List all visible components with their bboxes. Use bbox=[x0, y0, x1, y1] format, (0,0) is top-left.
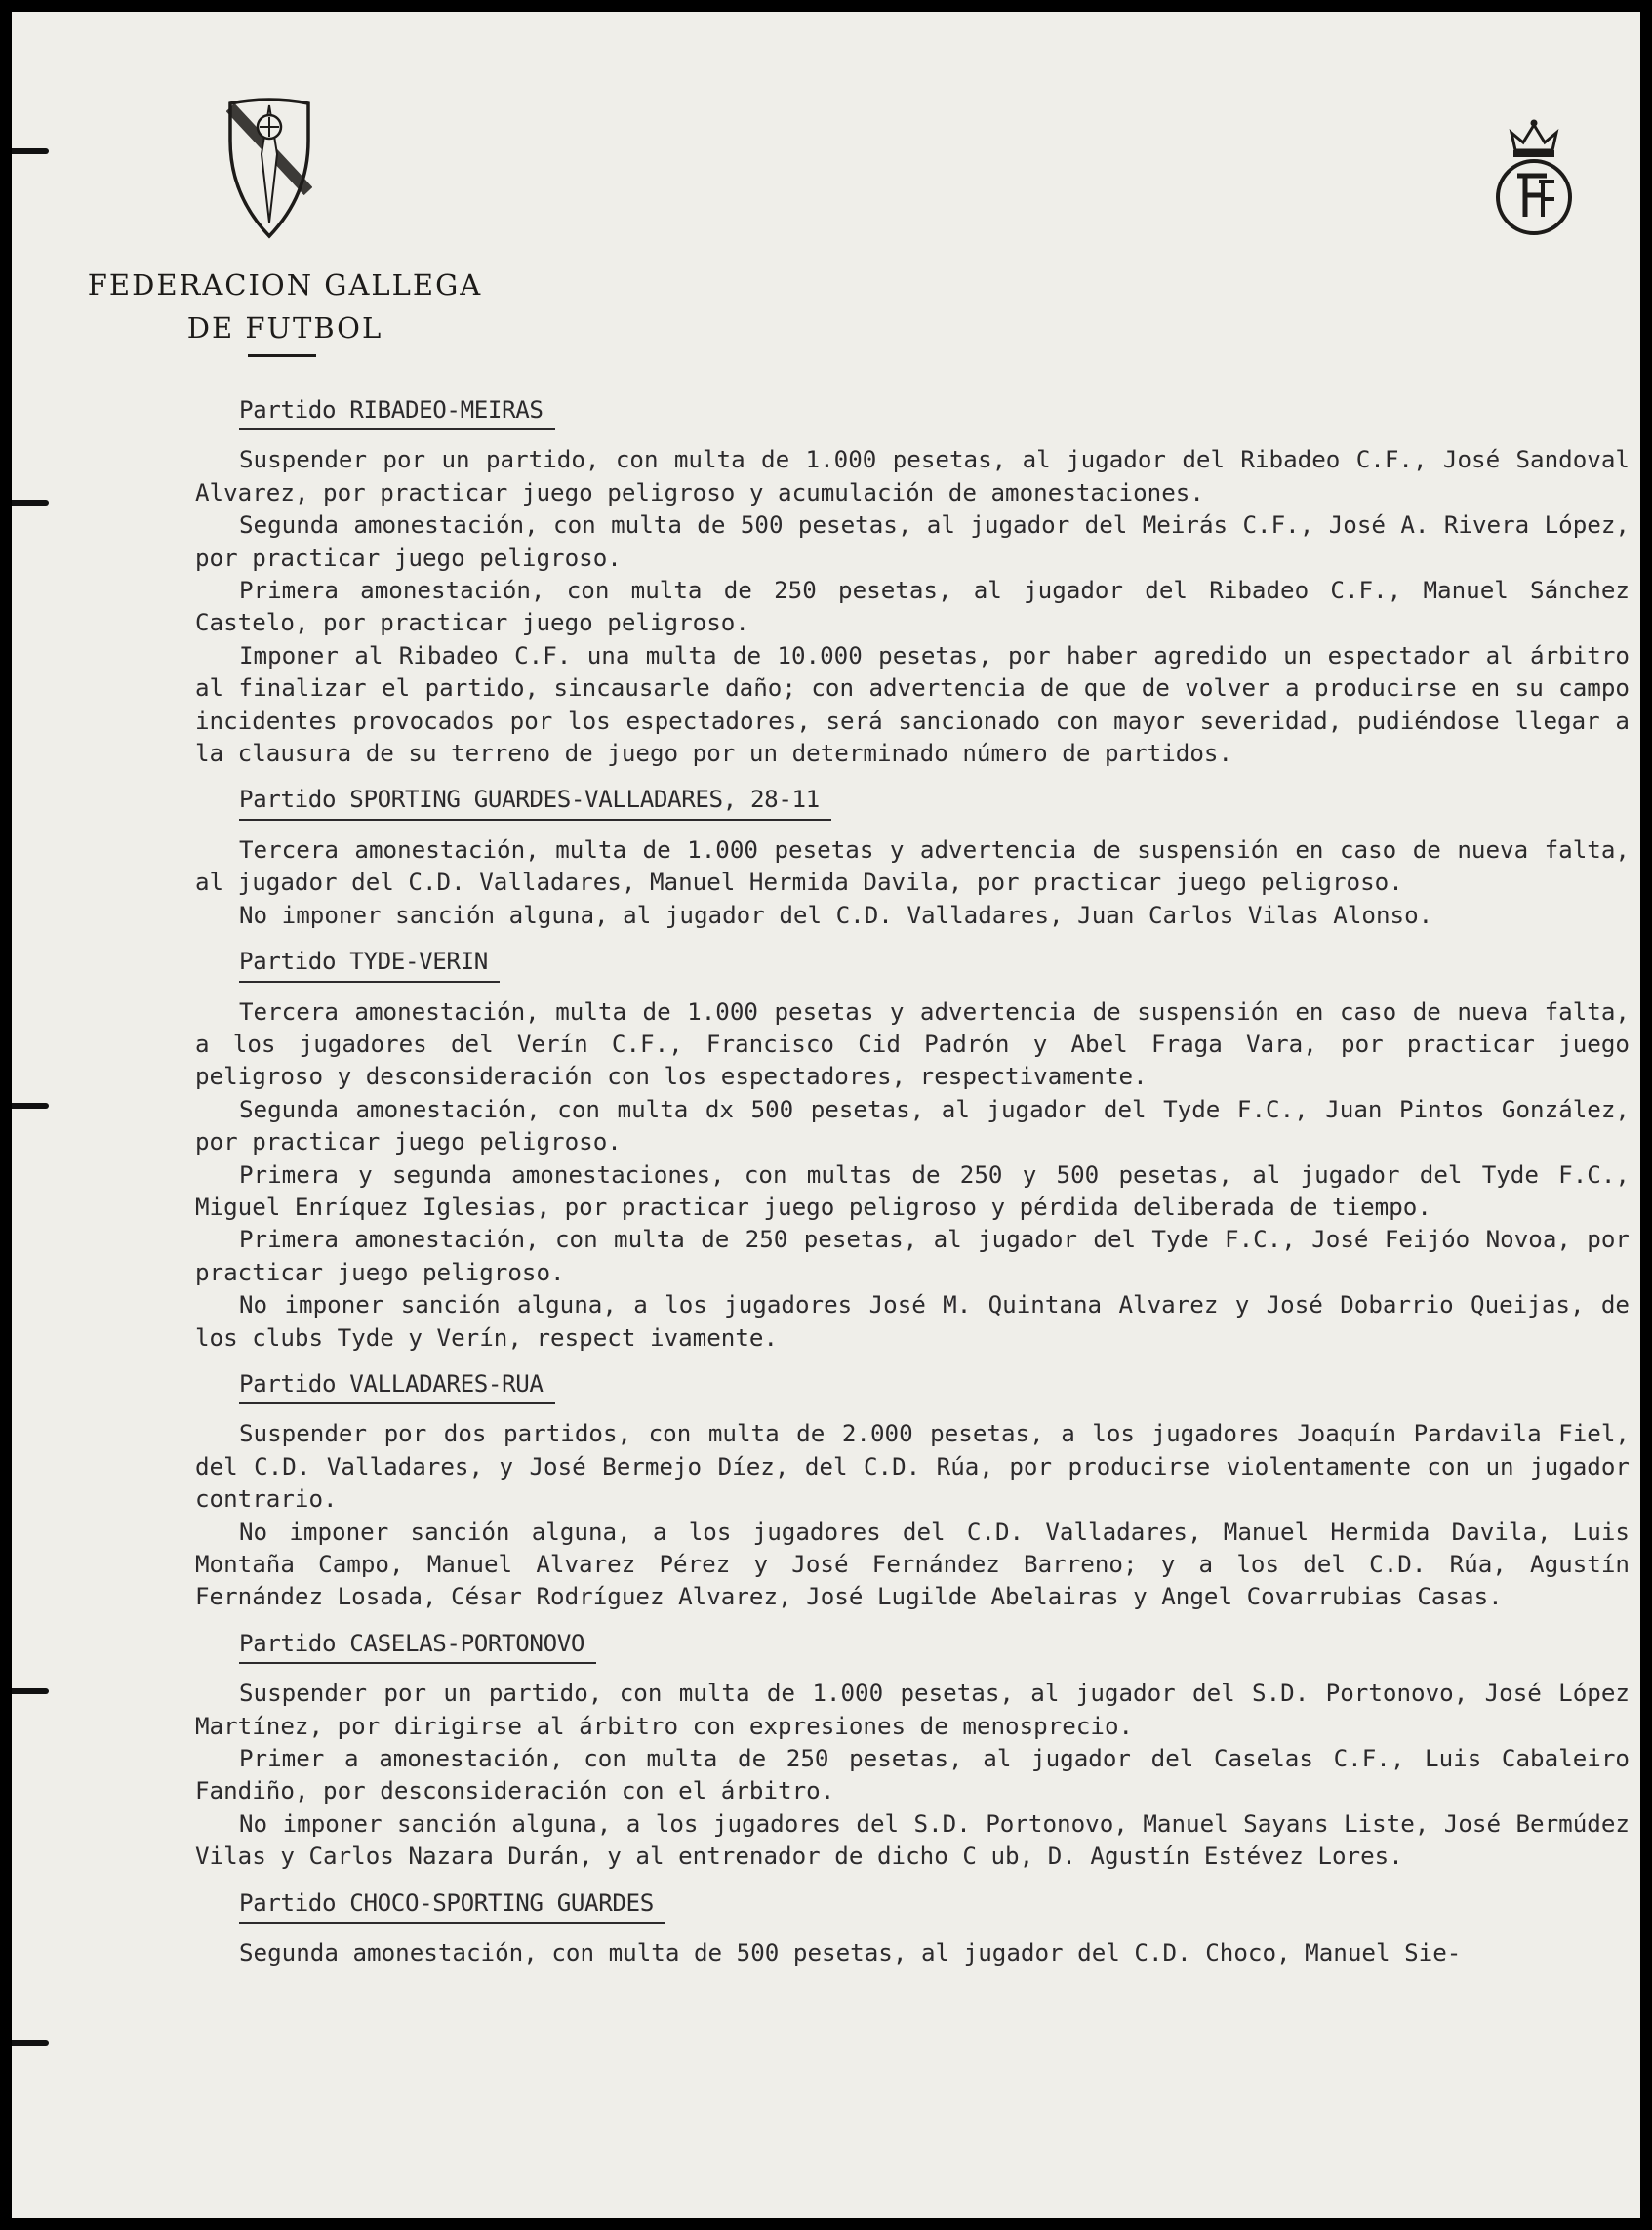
sanction-paragraph: Primera y segunda amonestaciones, con multas de 250 y 500 pesetas, al jugador del Tyde F.C., Miguel Enríquez Iglesias, por practicar juego peligroso y pérdida deliberada de tiempo. bbox=[195, 1160, 1630, 1221]
sanction-paragraph: Primera amonestación, con multa de 250 pesetas, al jugador del Ribadeo C.F., Manuel Sánchez Castelo, por practicar juego peligroso. bbox=[195, 577, 1630, 637]
letterhead-underline bbox=[248, 354, 316, 357]
match-section bbox=[195, 1628, 1630, 1874]
sanction-paragraph: No imponer sanción alguna, a los jugadores del C.D. Valladares, Manuel Hermida Davila, Luis Montaña Campo, Manuel Alvarez Pérez y José Fernández Barreno; y a los del C.D. Rúa, Agustín Fernández Losada, César Rodríguez Alvarez, José Lugilde Abelairas y Angel Covarrubias Casas. bbox=[195, 1518, 1630, 1611]
sanction-paragraph: Suspender por un partido, con multa de 1.000 pesetas, al jugador del S.D. Portonovo, José López Martínez, por dirigirse al árbitro con expresiones de menosprecio. bbox=[195, 1680, 1630, 1740]
sanction-paragraph: Segunda amonestación, con multa dx 500 pesetas, al jugador del Tyde F.C., Juan Pintos González, por practicar juego peligroso. bbox=[195, 1095, 1630, 1156]
federation-name bbox=[80, 264, 490, 349]
match-title: Partido RIBADEO-MEIRAS bbox=[239, 394, 555, 430]
sanction-paragraph: Segunda amonestación, con multa de 500 pesetas, al jugador del Meirás C.F., José A. Rivera López, por practicar juego peligroso. bbox=[195, 511, 1630, 572]
rfef-crest-logo bbox=[1490, 117, 1578, 238]
binder-hole-mark bbox=[12, 1103, 49, 1109]
document-page bbox=[12, 12, 1640, 2218]
binder-hole-mark bbox=[12, 148, 49, 154]
sanction-paragraph: No imponer sanción alguna, al jugador del C.D. Valladares, Juan Carlos Vilas Alonso. bbox=[239, 901, 1433, 929]
federation-name-line2: DE FUTBOL bbox=[186, 311, 383, 345]
sanction-paragraph: Imponer al Ribadeo C.F. una multa de 10.000 pesetas, por haber agredido un espectador al árbitro al finalizar el partido, sincausarle daño; con advertencia de que de volver a producirse en su campo incidentes provocados por los espectadores, será sancionado con mayor severidad, pudiéndose llegar a la clausura de su terreno de juego por un determinado número de partidos. bbox=[195, 641, 1630, 768]
match-title: Partido TYDE-VERIN bbox=[239, 946, 500, 982]
federacion-gallega-shield-logo bbox=[226, 98, 312, 240]
sanction-paragraph: Suspender por un partido, con multa de 1.000 pesetas, al jugador del Ribadeo C.F., José Sandoval Alvarez, por practicar juego peligroso y acumulación de amonestaciones. bbox=[195, 446, 1630, 507]
match-title: Partido VALLADARES-RUA bbox=[239, 1368, 555, 1404]
match-section bbox=[195, 1368, 1630, 1614]
sanction-paragraph: Segunda amonestación, con multa de 500 pesetas, al jugador del C.D. Choco, Manuel Sie- bbox=[239, 1939, 1462, 1967]
sanction-paragraph: Tercera amonestación, multa de 1.000 pesetas y advertencia de suspensión en caso de nueva falta, a los jugadores del Verín C.F., Francisco Cid Padrón y Abel Fraga Vara, por practicar juego peligroso y desconsideración con los espectadores, respectivamente. bbox=[195, 997, 1630, 1091]
sanction-paragraph: Suspender por dos partidos, con multa de 2.000 pesetas, a los jugadores Joaquín Pardavila Fiel, del C.D. Valladares, y José Bermejo Díez, del C.D. Rúa, por producirse violentamente con un jugador contrario. bbox=[195, 1420, 1630, 1514]
sanction-paragraph: Tercera amonestación, multa de 1.000 pesetas y advertencia de suspensión en caso de nueva falta, al jugador del C.D. Valladares, Manuel Hermida Davila, por practicar juego peligroso. bbox=[195, 835, 1630, 897]
match-section bbox=[195, 1887, 1630, 1970]
federation-name-line1: FEDERACION GALLEGA bbox=[87, 268, 483, 302]
match-section bbox=[195, 946, 1630, 1355]
sanction-paragraph: Primera amonestación, con multa de 250 pesetas, al jugador del Tyde F.C., José Feijóo Novoa, por practicar juego peligroso. bbox=[195, 1226, 1630, 1286]
sanction-paragraph: No imponer sanción alguna, a los jugadores José M. Quintana Alvarez y José Dobarrio Queijas, de los clubs Tyde y Verín, respect ivamente. bbox=[195, 1291, 1630, 1352]
match-section bbox=[195, 784, 1630, 932]
sanction-paragraph: Primer a amonestación, con multa de 250 pesetas, al jugador del Caselas C.F., Luis Cabaleiro Fandiño, por desconsideración con el árbitro. bbox=[195, 1745, 1630, 1805]
sanction-paragraph: No imponer sanción alguna, a los jugadores del S.D. Portonovo, Manuel Sayans Liste, José Bermúdez Vilas y Carlos Nazara Durán, y al entrenador de dicho C ub, D. Agustín Estévez Lores. bbox=[195, 1809, 1630, 1871]
document-body bbox=[195, 394, 1630, 1983]
match-section bbox=[195, 394, 1630, 770]
binder-hole-mark bbox=[12, 2040, 49, 2046]
match-title: Partido CHOCO-SPORTING GUARDES bbox=[239, 1887, 665, 1924]
binder-hole-mark bbox=[12, 1688, 49, 1694]
binder-hole-mark bbox=[12, 500, 49, 506]
match-title: Partido CASELAS-PORTONOVO bbox=[239, 1628, 596, 1664]
match-title: Partido SPORTING GUARDES-VALLADARES, 28-11 bbox=[239, 784, 831, 820]
